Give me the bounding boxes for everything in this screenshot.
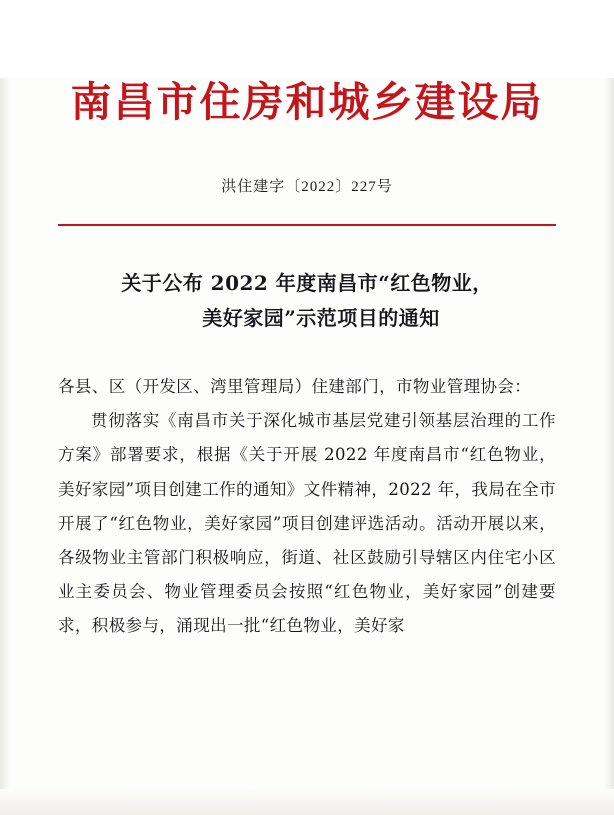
document-body (58, 370, 556, 643)
document-page (0, 78, 614, 815)
document-subject (58, 266, 556, 336)
document-content (0, 78, 614, 815)
document-number: 洪住建字〔2022〕227号 (221, 179, 393, 196)
subject-line-2: 美好家园”示范项目的通知 (202, 306, 440, 331)
subject-line-1: 关于公布 2022 年度南昌市“红色物业， (121, 271, 493, 296)
red-divider-rule (58, 224, 556, 226)
body-paragraph: 贯彻落实《南昌市关于深化城市基层党建引领基层治理的工作方案》部署要求，根据《关于开展 2022 年度南昌市“红色物业，美好家园”项目创建工作的通知》文件精神，2022 年，我局在全市开展了“红色物业，美好家园”项目创建评选活动。活动开展以来，各级物业主管部门积极响应，街道、社区鼓励引导辖区内住宅小区业主委员会、物业管理委员会按照“红色物业，美好家园”创建要求，积极参与，涌现出一批“红色物业，美好家 (58, 411, 556, 636)
issuer-title: 南昌市住房和城乡建设局 (70, 78, 544, 126)
salutation: 各县、区（开发区、湾里管理局）住建部门，市物业管理协会： (58, 377, 532, 397)
